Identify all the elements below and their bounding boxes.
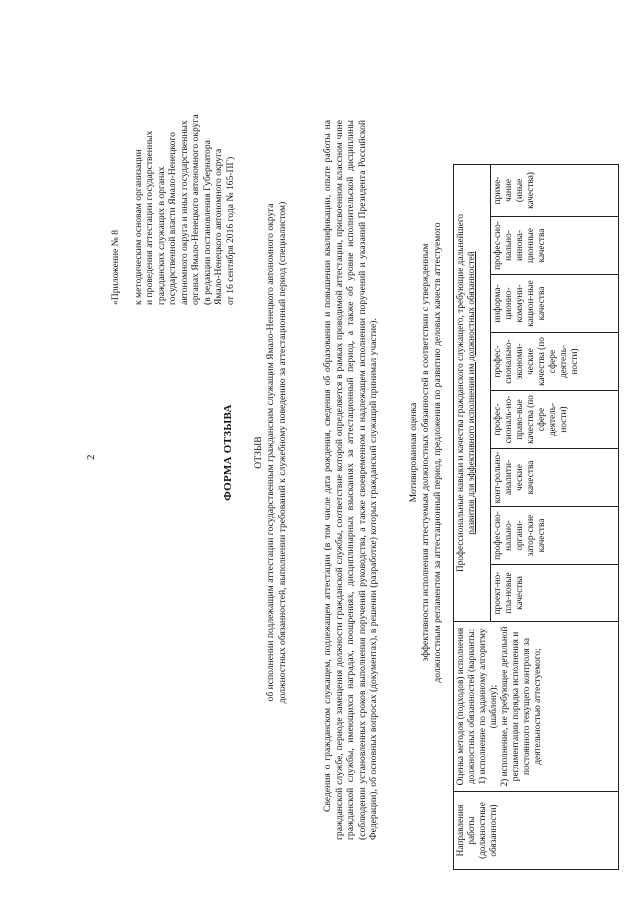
appendix-line: автономного округа и иных государственных (178, 120, 190, 305)
sub-header: проект-но-пла-новые качества (491, 565, 619, 622)
appendix-line: от 16 сентября 2016 года № 165-ПГ) (224, 156, 236, 305)
motivated-heading: Мотивированная оценка (408, 402, 419, 503)
group-text-underlined: развития для эффективного исполнения им должностных обязанностей (467, 251, 477, 535)
sub-header: профес-сиональ-но-право-вые качества (по сфере деятель-ности) (491, 391, 619, 449)
appendix-line: и проведения аттестации государственных (144, 130, 155, 305)
sub-header: приме-чание (иные качества) (491, 164, 619, 216)
sub-header: профес-сио-нально-органи-затор-ские качества (491, 507, 619, 565)
method-option-1: 1) исполнение по заданному алгоритму (шаблону); (478, 628, 499, 785)
sub-header: профес-сионально-экономи-ческие качества (по сфере деятель-ности) (491, 333, 619, 391)
table-row (454, 89, 491, 869)
review-line-2: должностных обязанностей, выполнении требований к служебному поведению за аттестационный период (специалистом) (277, 201, 288, 704)
appendix-line: государственной власти Ямало-Ненецкого (167, 132, 178, 305)
header-directions: Направления работы (должностные обязанности) (454, 792, 619, 870)
appendix-line: к методическим основам организации (132, 149, 144, 305)
motivated-line-2: эффективности исполнения аттестуемым должностных обязанностей в соответствии с утвержденным (420, 243, 431, 662)
appendix-block (110, 0, 236, 305)
employee-info-paragraph: Сведения о гражданском служащем, подлежащем аттестации (в том числе дата рождения, сведения об образовании и повышении квалификации, опыте работы на гражданской службе, периоде замещения должности гражданской службы, соответствие которой определяется в рамках проводимой аттестации, присвоенном классном чине гражданской службы, имеющихся наградах, поощрениях, дисциплинарных взысканиях за аттестационный период, а также об уровне исполнительской дисциплины (соблюдении установленных сроков выполнения поручений руководства, а также своевременном и надлежащем исполнении поручений и указаний Президента Российской Федерации), об основных вопросах (документах), в решении (разработке) которых гражданский служащий принимал участие). (322, 120, 379, 840)
method-title: Оценка методов (подходов) исполнения должностных обязанностей (варианты: (456, 627, 477, 786)
appendix-title: «Приложение № 8 (110, 229, 121, 305)
header-qualities-group (454, 164, 491, 621)
evaluation-table (453, 89, 619, 870)
motivated-line-3: должностным регламентом за аттестационный период, предложения по развитию деловых качеств аттестуемого (432, 222, 443, 683)
appendix-line: Ямало-Ненецкого автономного округа (213, 148, 224, 305)
review-heading: ОТЗЫВ (253, 436, 264, 469)
sub-header: информа-ционно-коммуни-кацион-ные качества (491, 275, 619, 333)
review-line-1: об исполнении подлежащим аттестации государственным гражданским служащим Ямало-Ненецкого автономного округа (265, 203, 276, 702)
sub-header: профес-сио-нально-иннова-ционные качества (491, 217, 619, 275)
sub-header: конт-рольно-аналити-ческие качества (491, 449, 619, 507)
appendix-line: (в редакции постановления Губернатора (201, 140, 213, 305)
appendix-line: гражданских служащих в органах (155, 166, 167, 305)
group-text: Профессиональные навыки и качества гражданского служащего, требующие дальнейшего (456, 213, 466, 572)
header-method-evaluation (454, 622, 619, 792)
method-option-2: 2) исполнение, не требующее детальной регламентации порядка исполнения и постоянного текущего контроля за деятельностью аттестуемого; (500, 626, 543, 787)
page-number: 2 (85, 454, 97, 460)
appendix-line: органах Ямало-Ненецкого автономного округа (190, 114, 201, 305)
form-title: ФОРМА ОТЗЫВА (222, 404, 234, 501)
blank-cell (454, 89, 619, 164)
